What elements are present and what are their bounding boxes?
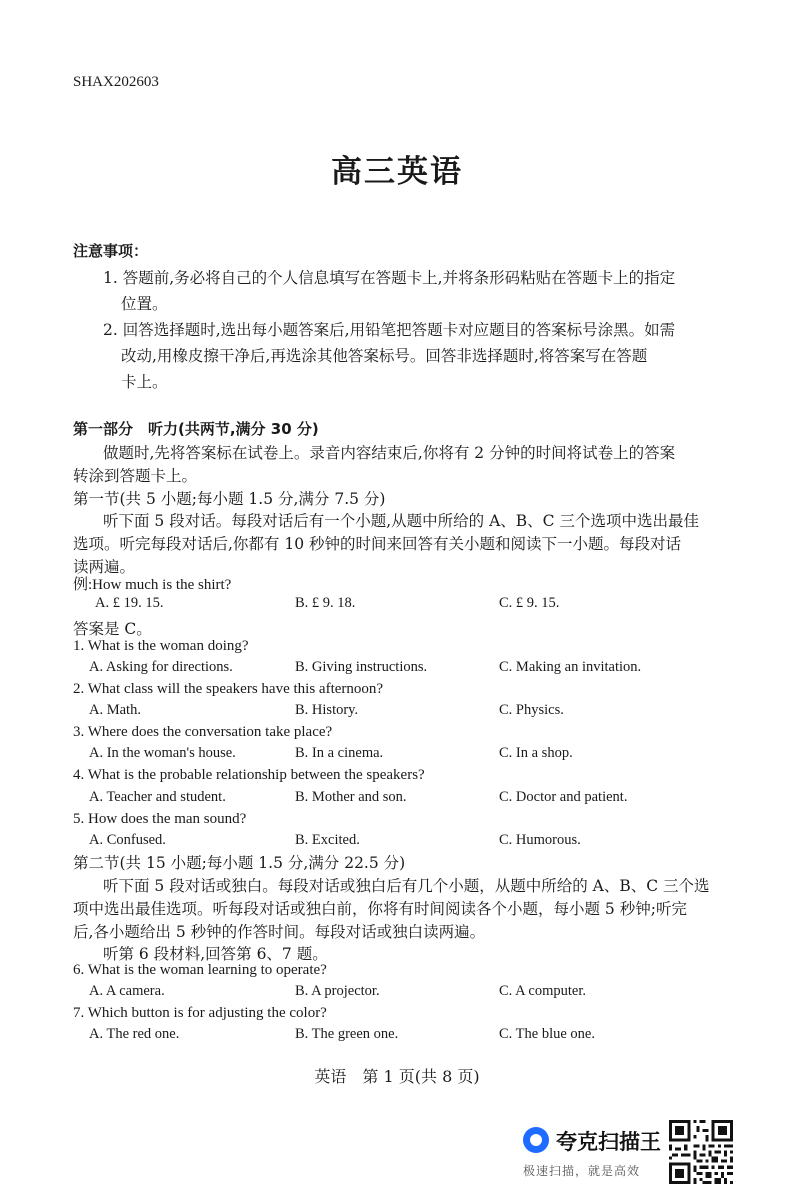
section2-line-3: 后,各小题给出 5 秒钟的作答时间。每段对话或独白读两遍。 [73, 923, 486, 941]
question-5-option-b: B. Excited. [295, 832, 360, 848]
note-item-1-line-2: 位置。 [121, 295, 168, 313]
part1-intro-line-2: 转涂到答题卡上。 [73, 467, 198, 485]
question-4-option-c: C. Doctor and patient. [499, 789, 628, 805]
question-4-option-a: A. Teacher and student. [89, 789, 226, 805]
notes-heading: 注意事项： [73, 242, 149, 260]
example-question: 例:How much is the shirt? [73, 577, 232, 593]
question-2-option-c: C. Physics. [499, 702, 564, 718]
section1-line-3: 读两遍。 [73, 558, 136, 576]
section2-line-1: 听下面 5 段对话或独白。每段对话或独白后有几个小题，从题中所给的 A、B、C 三个选 [103, 877, 710, 895]
example-answer: 答案是 C。 [73, 620, 152, 638]
question-1: 1. What is the woman doing? [73, 638, 249, 654]
question-4: 4. What is the probable relationship between the speakers? [73, 767, 425, 783]
example-option-a: A. £ 19. 15. [95, 595, 164, 611]
question-6-option-a: A. A camera. [89, 983, 165, 999]
question-5: 5. How does the man sound? [73, 811, 247, 827]
section2-material-6: 听第 6 段材料,回答第 6、7 题。 [103, 945, 328, 963]
question-1-option-a: A. Asking for directions. [89, 659, 233, 675]
section2-heading: 第二节(共 15 小题;每小题 1.5 分,满分 22.5 分) [73, 854, 406, 872]
question-5-option-c: C. Humorous. [499, 832, 581, 848]
page-footer: 英语 第 1 页(共 8 页) [314, 1067, 480, 1086]
question-3-option-c: C. In a shop. [499, 745, 573, 761]
note-item-2-line-1: 2. 回答选择题时,选出每小题答案后,用铅笔把答题卡对应题目的答案标号涂黑。如需 [103, 321, 676, 339]
note-item-1-line-1: 1. 答题前,务必将自己的个人信息填写在答题卡上,并将条形码粘贴在答题卡上的指定 [103, 269, 676, 287]
question-3: 3. Where does the conversation take place? [73, 724, 333, 740]
question-1-option-c: C. Making an invitation. [499, 659, 642, 675]
question-2-option-a: A. Math. [89, 702, 141, 718]
section1-heading: 第一节(共 5 小题;每小题 1.5 分,满分 7.5 分) [73, 490, 386, 508]
section1-line-1: 听下面 5 段对话。每段对话后有一个小题,从题中所给的 A、B、C 三个选项中选出最佳 [103, 512, 699, 530]
question-5-option-a: A. Confused. [89, 832, 166, 848]
scanner-tagline: 极速扫描，就是高效 [523, 1164, 641, 1178]
note-item-2-line-3: 卡上。 [121, 373, 168, 391]
question-6-option-b: B. A projector. [295, 983, 380, 999]
part1-heading: 第一部分 听力(共两节,满分 30 分) [73, 420, 319, 438]
question-2-option-b: B. History. [295, 702, 359, 718]
question-1-option-b: B. Giving instructions. [295, 659, 428, 675]
example-option-b: B. £ 9. 18. [295, 595, 356, 611]
page-title: 高三英语 [331, 154, 463, 190]
section2-line-2: 项中选出最佳选项。听每段对话或独白前，你将有时间阅读各个小题，每小题 5 秒钟;听完 [73, 900, 687, 918]
question-6: 6. What is the woman learning to operate? [73, 962, 327, 978]
question-7-option-c: C. The blue one. [499, 1026, 595, 1042]
question-2: 2. What class will the speakers have this afternoon? [73, 681, 384, 697]
question-7-option-a: A. The red one. [89, 1026, 180, 1042]
qr-code-icon [669, 1120, 733, 1184]
question-4-option-b: B. Mother and son. [295, 789, 407, 805]
section1-line-2: 选项。听完每段对话后,你都有 10 秒钟的时间来回答有关小题和阅读下一小题。每段对话 [73, 535, 682, 553]
question-7: 7. Which button is for adjusting the color? [73, 1005, 327, 1021]
scanner-logo-icon [523, 1127, 549, 1153]
example-option-c: C. £ 9. 15. [499, 595, 560, 611]
note-item-2-line-2: 改动,用橡皮擦干净后,再选涂其他答案标号。回答非选择题时,将答案写在答题 [121, 347, 648, 365]
question-6-option-c: C. A computer. [499, 983, 586, 999]
scanner-brand-name: 夸克扫描王 [556, 1130, 661, 1154]
part1-intro-line-1: 做题时,先将答案标在试卷上。录音内容结束后,你将有 2 分钟的时间将试卷上的答案 [103, 444, 676, 462]
question-3-option-a: A. In the woman's house. [89, 745, 236, 761]
question-7-option-b: B. The green one. [295, 1026, 399, 1042]
question-3-option-b: B. In a cinema. [295, 745, 384, 761]
exam-code: SHAX202603 [73, 74, 159, 90]
